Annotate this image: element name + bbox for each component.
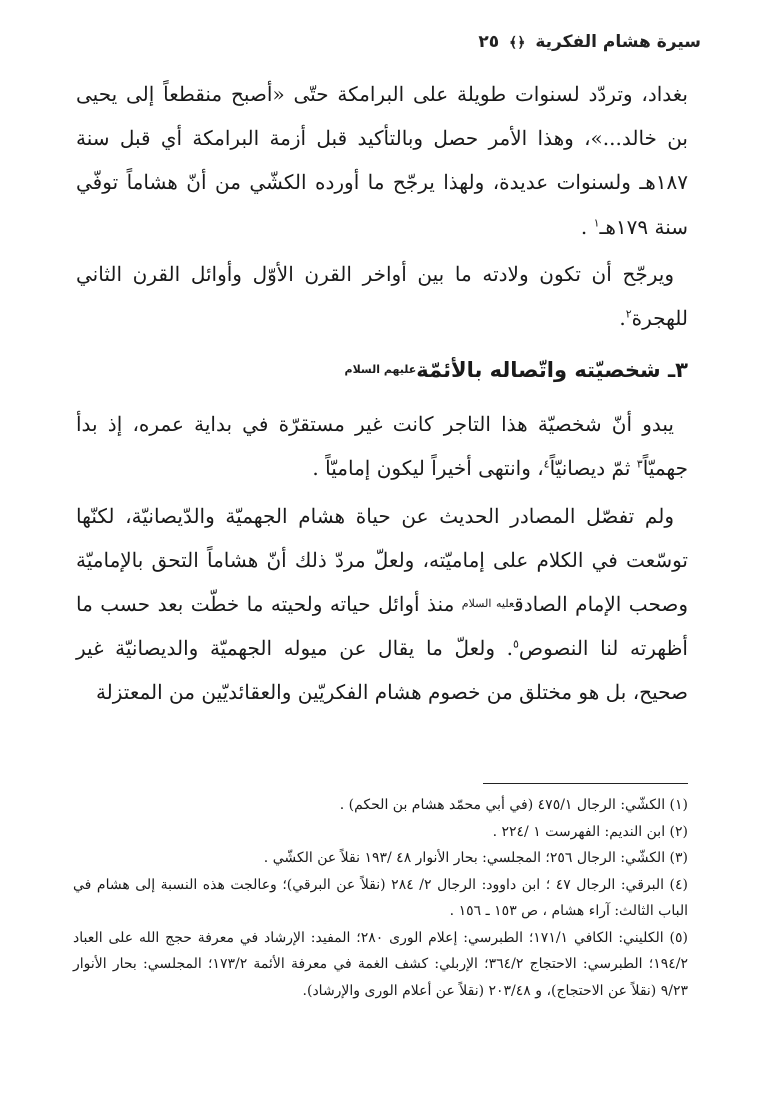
footnote-divider (483, 783, 688, 784)
paragraph-4-text-b: منذ أوائل حياته ولحيته ما خطّت بعد حسب ما أظهرته لنا النصوص (76, 592, 688, 661)
section-heading-text: ٣ـ شخصيّته واتّصاله بالأئمّة (416, 358, 688, 383)
paragraph-1-end: . (580, 214, 594, 239)
footnote-1: (١) الكشّي: الرجال ٤٧٥/١ (في أبي محمّد هشام بن الحكم) . (339, 797, 688, 813)
footnotes (73, 792, 688, 1004)
running-header (478, 32, 701, 52)
paragraph-3-text-b: ثمّ ديصانيّاً (549, 456, 637, 481)
footnote-ref-3: ٣ (636, 457, 643, 471)
honorific-glyph: عليهم السلام (344, 363, 417, 377)
footnote-ref-1: ١ (593, 215, 600, 229)
paragraph-4-text-c: . ولعلّ ما يقال عن ميوله الجهميّة والديصانيّة غير صحيح، بل هو مختلق من خصوم هشام الفكريّين والعقائديّين من المعتزلة (76, 636, 688, 705)
paragraph-3-text-c: ، وانتهى أخيراً ليكون إماميّاً . (312, 456, 544, 481)
header-ornament: ﴿﴾ (509, 35, 526, 51)
paragraph-2 (76, 252, 688, 340)
page-number: ٢٥ (478, 32, 500, 52)
paragraph-1 (76, 72, 688, 249)
paragraph-2-end: . (619, 306, 626, 331)
footnote-ref-2: ٢ (625, 307, 632, 321)
paragraph-3 (76, 402, 688, 490)
footnote-4: (٤) البرقي: الرجال ٤٧ ؛ ابن داوود: الرجال ٢/ ٢٨٤ (نقلاً عن البرقي)؛ وعالجت هذه النسبة إلى هشام في الباب الثالث: آراء هشام ، ص ١٥٣ ـ ١٥٦ . (73, 876, 689, 919)
footnote-ref-4: ٤ (543, 457, 550, 471)
main-text (76, 72, 688, 715)
footnote-2: (٢) ابن النديم: الفهرست ١ /٢٢٤ . (492, 823, 688, 840)
section-heading (76, 344, 688, 396)
footnote-3: (٣) الكشّي: الرجال ٢٥٦؛ المجلسي: بحار الأنوار ٤٨ /١٩٣ نقلاً عن الكشّي . (263, 850, 688, 866)
header-title: سيرة هشام الفكرية (535, 32, 701, 52)
honorific-glyph: عليه السلام (461, 597, 515, 611)
paragraph-2-text: ويرجّح أن تكون ولادته ما بين أواخر القرن الأوّل وأوائل القرن الثاني للهجرة (76, 261, 688, 331)
footnote-ref-5: ٥ (513, 637, 519, 651)
paragraph-3-text-a: يبدو أنّ شخصيّة هذا التاجر كانت غير مستقرّة في بداية عمره، إذ بدأ جهميّاً (76, 412, 688, 481)
paragraph-4 (76, 494, 688, 715)
paragraph-4-text-a: ولم تفصّل المصادر الحديث عن حياة هشام الجهميّة والدّيصانيّة، لكنّها توسّعت في الكلام على إماميّته، ولعلّ مردّ ذلك أنّ هشاماً التحق بالإماميّة وصحب الإمام الصادق (76, 503, 688, 617)
paragraph-1-text: بغداد، وتردّد لسنوات طويلة على البرامكة حتّى «أصبح منقطعاً إلى يحيى بن خالد...»، وهذا الأمر حصل وبالتأكيد قبل أزمة البرامكة أي قبل سنة ١٨٧هـ ولسنوات عديدة، ولهذا يرجّح ما أورده الكشّي من أنّ هشاماً توفّي سنة ١٧٩هـ (76, 82, 688, 239)
footnote-5: (٥) الكليني: الكافي ١٧١/١؛ الطبرسي: إعلام الورى ٢٨٠؛ المفيد: الإرشاد في معرفة حجج الله على العباد ١٩٤/٢؛ الطبرسي: الاحتجاج ٣٦٤/٢؛ الإربلي: كشف الغمة في معرفة الأئمة ١٧٣/٢؛ المجلسي: بحار الأنوار ٩/٢٣ (نقلاً عن الاحتجاج)، و ٢٠٣/٤٨ (نقلاً عن أعلام الورى والإرشاد). (73, 929, 689, 999)
